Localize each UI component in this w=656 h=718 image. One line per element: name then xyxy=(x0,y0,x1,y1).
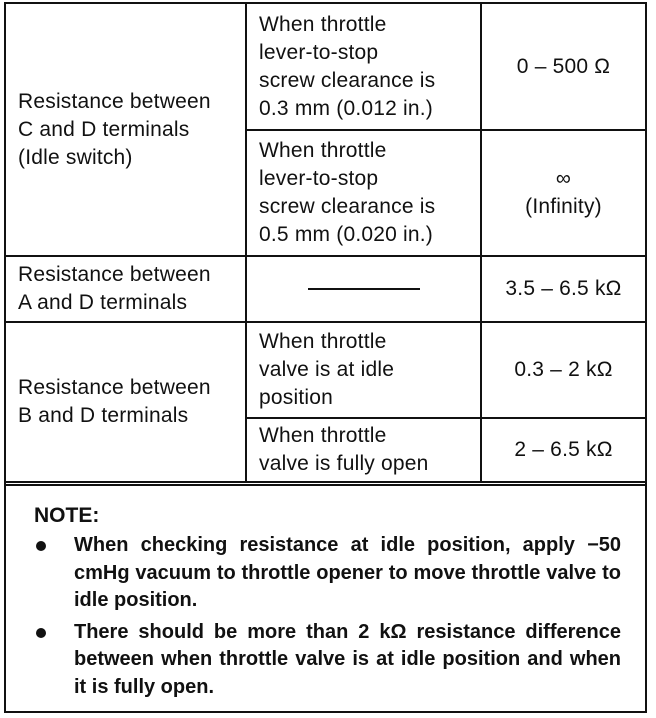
item-cell: Resistance between B and D terminals xyxy=(6,322,246,482)
bullet-icon xyxy=(36,541,46,551)
resistance-table xyxy=(6,4,645,483)
item-cell: Resistance between C and D terminals (Idle switch) xyxy=(6,4,246,256)
note-list xyxy=(34,532,621,701)
table-row xyxy=(6,322,645,418)
dash-line xyxy=(308,288,420,290)
specification-document xyxy=(4,2,647,713)
condition-cell: When throttle lever-to-stop screw clearance is 0.5 mm (0.020 in.) xyxy=(246,130,481,256)
condition-cell: When throttle valve is at idle position xyxy=(246,322,481,418)
note-item xyxy=(34,532,621,615)
condition-cell-empty xyxy=(246,256,481,322)
value-cell: 2 – 6.5 kΩ xyxy=(481,418,645,482)
condition-cell: When throttle valve is fully open xyxy=(246,418,481,482)
value-cell: 3.5 – 6.5 kΩ xyxy=(481,256,645,322)
note-item xyxy=(34,619,621,702)
condition-cell: When throttle lever-to-stop screw clearance is 0.3 mm (0.012 in.) xyxy=(246,4,481,130)
item-cell: Resistance between A and D terminals xyxy=(6,256,246,322)
note-text: When checking resistance at idle position, apply −50 cmHg vacuum to throttle opener to move throttle valve to idle position. xyxy=(74,534,621,611)
bullet-icon xyxy=(36,628,46,638)
note-text: There should be more than 2 kΩ resistance difference between when throttle valve is at idle position and when it is fully open. xyxy=(74,620,621,698)
table-row xyxy=(6,4,645,130)
note-heading: NOTE: xyxy=(34,504,100,527)
value-cell: 0.3 – 2 kΩ xyxy=(481,322,645,418)
note-section xyxy=(6,484,645,711)
value-cell: 0 – 500 Ω xyxy=(481,4,645,130)
table-row xyxy=(6,256,645,322)
value-cell: ∞ (Infinity) xyxy=(481,130,645,256)
